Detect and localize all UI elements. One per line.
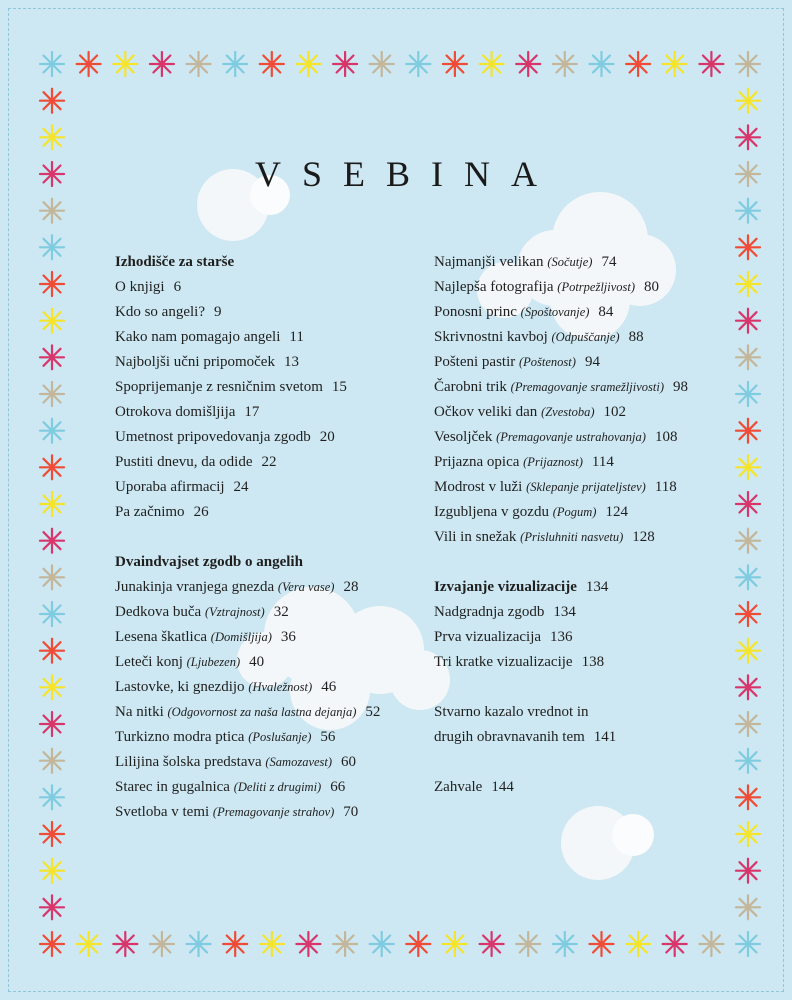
star-icon: [333, 932, 357, 956]
toc-entry: [115, 675, 415, 700]
star-icon: [296, 932, 320, 956]
toc-entry-title: Izvajanje vizualizacije: [434, 579, 577, 595]
toc-entry-page-number: 36: [280, 629, 296, 645]
toc-entry: [115, 650, 415, 675]
star-icon: [480, 52, 504, 76]
toc-entry: [115, 450, 415, 475]
toc-entry-page-number: 138: [581, 654, 605, 670]
toc-entry-title: Dedkova buča: [115, 604, 202, 620]
toc-entry: [434, 400, 754, 425]
toc-entry-title: Očkov veliki dan: [434, 404, 538, 420]
toc-entry: [434, 475, 754, 500]
star-icon: [40, 639, 64, 663]
toc-entry-title: Dvaindvajset zgodb o angelih: [115, 554, 303, 570]
star-icon: [40, 859, 64, 883]
toc-entry-title: Lastovke, ki gnezdijo: [115, 679, 245, 695]
star-icon: [40, 345, 64, 369]
star-icon: [736, 859, 760, 883]
toc-entry: [434, 500, 754, 525]
toc-entry-subtitle: (Spoštovanje): [520, 305, 590, 319]
star-icon: [443, 932, 467, 956]
toc-entry-page-number: 56: [320, 729, 336, 745]
toc-entry-title: Vesoljček: [434, 429, 493, 445]
star-icon: [736, 895, 760, 919]
toc-entry-page-number: 118: [654, 479, 677, 495]
star-icon: [40, 675, 64, 699]
toc-entry-title: Junakinja vranjega gnezda: [115, 579, 275, 595]
toc-entry-title: Tri kratke vizualizacije: [434, 654, 573, 670]
toc-gap: [434, 550, 754, 575]
star-icon: [40, 785, 64, 809]
star-icon: [626, 932, 650, 956]
toc-entry: [115, 725, 415, 750]
toc-entry-page-number: 98: [672, 379, 688, 395]
toc-left-column: [115, 250, 415, 825]
toc-entry-subtitle: (Sklepanje prijateljstev): [526, 480, 646, 494]
star-icon: [736, 822, 760, 846]
star-icon: [40, 822, 64, 846]
toc-entry-subtitle: (Premagovanje strahov): [212, 805, 335, 819]
toc-entry-subtitle: (Premagovanje ustrahovanja): [496, 430, 646, 444]
toc-entry: [115, 625, 415, 650]
star-icon: [590, 932, 614, 956]
star-icon: [40, 565, 64, 589]
toc-entry-page-number: 11: [289, 329, 304, 345]
toc-gap: [115, 525, 415, 550]
star-icon: [516, 52, 540, 76]
star-icon: [736, 89, 760, 113]
toc-entry-page-number: 134: [585, 579, 609, 595]
toc-entry-title: Lesena škatlica: [115, 629, 208, 645]
star-icon: [296, 52, 320, 76]
toc-entry-title: Čarobni trik: [434, 379, 507, 395]
toc-entry-subtitle: (Deliti z drugimi): [233, 780, 322, 794]
star-icon: [406, 52, 430, 76]
toc-entry-page-number: 108: [654, 429, 678, 445]
toc-entry-title: Umetnost pripovedovanja zgodb: [115, 429, 311, 445]
toc-entry-page-number: 60: [341, 754, 357, 770]
toc-entry-title: Ponosni princ: [434, 304, 517, 320]
toc-entry-title: Prijazna opica: [434, 454, 520, 470]
star-icon: [187, 52, 211, 76]
star-icon: [77, 932, 101, 956]
star-icon: [40, 895, 64, 919]
toc-entry-subtitle: (Potrpežljivost): [557, 280, 636, 294]
toc-entry-title: Turkizno modra ptica: [115, 729, 245, 745]
toc-gap: [434, 675, 754, 700]
star-icon: [370, 932, 394, 956]
star-icon: [40, 529, 64, 553]
toc-entry: [434, 275, 754, 300]
toc-entry-page-number: 144: [491, 779, 514, 795]
toc-entry-subtitle: (Pogum): [552, 505, 597, 519]
toc-entry-page-number: 74: [601, 254, 617, 270]
toc-entry-page-number: 124: [605, 504, 628, 520]
star-icon: [553, 932, 577, 956]
toc-entry-title: Svetloba v temi: [115, 804, 210, 820]
toc-entry-title: Prva vizualizacija: [434, 629, 542, 645]
toc-entry-title: Vili in snežak: [434, 529, 517, 545]
toc-entry-page-number: 128: [632, 529, 655, 545]
toc-entry-title: Starec in gugalnica: [115, 779, 230, 795]
toc-entry-page-number: 102: [603, 404, 627, 420]
star-icon: [663, 52, 687, 76]
toc-entry: [434, 300, 754, 325]
toc-entry-subtitle: (Odpuščanje): [551, 330, 620, 344]
toc-entry: [115, 575, 415, 600]
toc-entry-page-number: 22: [261, 454, 277, 470]
toc-entry-title: Najlepša fotografija: [434, 279, 554, 295]
toc-entry: [434, 700, 754, 725]
toc-entry-title: Najmanjši velikan: [434, 254, 544, 270]
star-icon: [40, 455, 64, 479]
toc-right-column: [434, 250, 754, 800]
star-icon: [40, 235, 64, 259]
toc-entry: [115, 500, 415, 525]
toc-entry-subtitle: (Poštenost): [519, 355, 576, 369]
star-icon: [223, 52, 247, 76]
star-icon: [260, 52, 284, 76]
toc-entry-subtitle: (Prijaznost): [523, 455, 583, 469]
toc-entry-title: Leteči konj: [115, 654, 183, 670]
toc-entry-title: Stvarno kazalo vrednot in: [434, 704, 589, 720]
toc-entry: [434, 250, 754, 275]
page-title: VSEBINA: [254, 154, 558, 194]
toc-entry-subtitle: (Vztrajnost): [204, 605, 265, 619]
toc-entry-page-number: 9: [213, 304, 222, 320]
toc-entry: [115, 275, 415, 300]
toc-entry-title: Na nitki: [115, 704, 164, 720]
star-icon: [40, 712, 64, 736]
star-icon: [40, 125, 64, 149]
toc-entry-title: Pustiti dnevu, da odide: [115, 454, 253, 470]
toc-gap: [434, 750, 754, 775]
star-icon: [626, 52, 650, 76]
toc-entry-subtitle: (Vera vase): [277, 580, 335, 594]
toc-entry-subtitle: (Prisluhniti nasvetu): [520, 530, 624, 544]
star-icon: [77, 52, 101, 76]
toc-entry-title: Lilijina šolska predstava: [115, 754, 262, 770]
toc-entry-page-number: 94: [584, 354, 600, 370]
toc-entry-page-number: 20: [319, 429, 335, 445]
star-icon: [150, 932, 174, 956]
toc-entry-page-number: 136: [550, 629, 573, 645]
toc-entry: [434, 625, 754, 650]
toc-entry-subtitle: (Samozavest): [265, 755, 333, 769]
toc-entry: [434, 775, 754, 800]
toc-entry-page-number: 28: [343, 579, 359, 595]
toc-section-heading: [434, 575, 754, 600]
toc-entry-title: Zahvale: [434, 779, 483, 795]
star-icon: [663, 932, 687, 956]
star-icon: [370, 52, 394, 76]
toc-entry-subtitle: (Hvaležnost): [248, 680, 313, 694]
toc-entry: [434, 375, 754, 400]
star-icon: [40, 52, 64, 76]
star-icon: [113, 932, 137, 956]
toc-entry: [434, 600, 754, 625]
toc-entry-title: Kdo so angeli?: [115, 304, 205, 320]
star-icon: [187, 932, 211, 956]
toc-section-heading: [115, 250, 415, 275]
star-icon: [736, 199, 760, 223]
star-icon: [113, 52, 137, 76]
toc-section-heading: [115, 550, 415, 575]
toc-entry-title: O knjigi: [115, 279, 165, 295]
toc-entry-page-number: 80: [644, 279, 660, 295]
toc-entry-page-number: 17: [244, 404, 260, 420]
toc-entry: [434, 425, 754, 450]
star-icon: [223, 932, 247, 956]
toc-entry: [434, 325, 754, 350]
toc-entry-subtitle: (Premagovanje sramežljivosti): [510, 380, 664, 394]
toc-entry: [115, 600, 415, 625]
toc-entry-page-number: 13: [283, 354, 299, 370]
toc-entry-subtitle: (Sočutje): [547, 255, 593, 269]
toc-entry: [115, 425, 415, 450]
toc-entry-page-number: 24: [233, 479, 249, 495]
star-icon: [480, 932, 504, 956]
toc-entry: [115, 300, 415, 325]
toc-entry: [115, 375, 415, 400]
toc-entry-title: Modrost v luži: [434, 479, 523, 495]
star-icon: [736, 125, 760, 149]
star-icon: [40, 89, 64, 113]
toc-entry-page-number: 88: [628, 329, 644, 345]
star-icon: [40, 932, 64, 956]
star-icon: [40, 602, 64, 626]
star-icon: [736, 52, 760, 76]
toc-entry-subtitle: (Domišljija): [210, 630, 272, 644]
toc-entry-title: Skrivnostni kavboj: [434, 329, 548, 345]
toc-entry-page-number: 84: [598, 304, 614, 320]
star-icon: [590, 52, 614, 76]
toc-entry-page-number: 40: [249, 654, 265, 670]
toc-entry-subtitle: (Odgovornost za naša lastna dejanja): [167, 705, 357, 719]
toc-entry-subtitle: (Poslušanje): [248, 730, 312, 744]
toc-entry: [115, 475, 415, 500]
star-icon: [736, 932, 760, 956]
star-icon: [40, 419, 64, 443]
toc-entry: [434, 525, 754, 550]
toc-entry: [115, 750, 415, 775]
toc-entry-page-number: 6: [173, 279, 182, 295]
toc-entry: [115, 700, 415, 725]
toc-entry-subtitle: (Ljubezen): [186, 655, 241, 669]
toc-entry-subtitle: (Zvestoba): [541, 405, 595, 419]
toc-entry-title: drugih obravnavanih tem: [434, 729, 585, 745]
star-icon: [699, 52, 723, 76]
toc-entry-page-number: 66: [330, 779, 346, 795]
toc-entry: [434, 450, 754, 475]
toc-entry-title: Uporaba afirmacij: [115, 479, 225, 495]
toc-entry-page-number: 114: [591, 454, 614, 470]
toc-entry-title: Otrokova domišljija: [115, 404, 236, 420]
toc-entry-title: Izhodišče za starše: [115, 254, 235, 270]
star-icon: [40, 749, 64, 773]
star-icon: [40, 492, 64, 516]
star-icon: [40, 199, 64, 223]
toc-entry-title: Spoprijemanje z resničnim svetom: [115, 379, 323, 395]
star-icon: [40, 382, 64, 406]
toc-entry: [434, 650, 754, 675]
toc-entry-title: Najboljši učni pripomoček: [115, 354, 275, 370]
star-icon: [333, 52, 357, 76]
toc-entry: [115, 775, 415, 800]
toc-entry-page-number: 141: [593, 729, 617, 745]
toc-entry-page-number: 32: [273, 604, 289, 620]
toc-entry-title: Nadgradnja zgodb: [434, 604, 545, 620]
toc-entry: [115, 350, 415, 375]
star-icon: [40, 272, 64, 296]
toc-entry-title: Pošteni pastir: [434, 354, 516, 370]
toc-entry-page-number: 134: [553, 604, 576, 620]
toc-entry-title: Kako nam pomagajo angeli: [115, 329, 281, 345]
toc-entry: [115, 800, 415, 825]
toc-entry-page-number: 52: [365, 704, 381, 720]
toc-entry-title: Pa začnimo: [115, 504, 185, 520]
toc-entry-page-number: 70: [343, 804, 359, 820]
toc-entry: [115, 325, 415, 350]
toc-entry-title: Izgubljena v gozdu: [434, 504, 549, 520]
toc-entry: [434, 725, 754, 750]
star-icon: [40, 309, 64, 333]
toc-entry-page-number: 15: [331, 379, 347, 395]
star-icon: [260, 932, 284, 956]
toc-entry-page-number: 26: [193, 504, 209, 520]
toc-entry: [434, 350, 754, 375]
star-icon: [150, 52, 174, 76]
star-icon: [406, 932, 430, 956]
star-icon: [443, 52, 467, 76]
toc-entry: [115, 400, 415, 425]
toc-entry-page-number: 46: [321, 679, 337, 695]
star-icon: [553, 52, 577, 76]
star-icon: [516, 932, 540, 956]
star-icon: [699, 932, 723, 956]
